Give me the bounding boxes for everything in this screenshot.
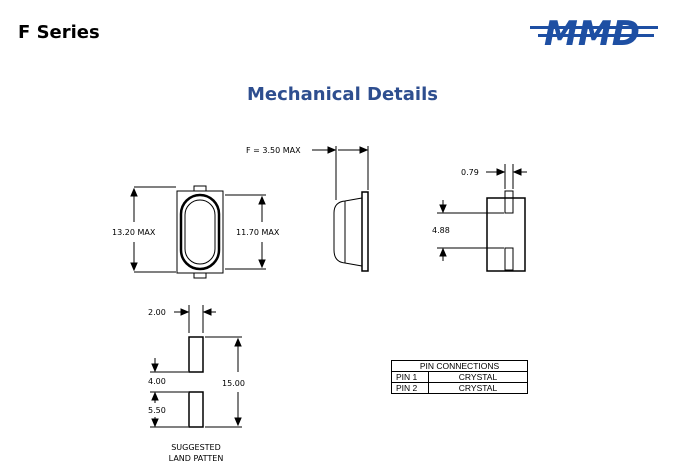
dim-pin-width: 0.79	[461, 168, 479, 177]
dim-inner-length: 11.70 MAX	[236, 228, 280, 237]
pin-number: PIN 2	[392, 383, 429, 394]
side-view	[312, 146, 368, 271]
dim-pad-width: 2.00	[148, 308, 166, 317]
pin-connections-table	[391, 360, 528, 394]
dim-pad-gap: 4.00	[148, 377, 166, 386]
dim-overall-length: 13.20 MAX	[112, 228, 156, 237]
pin-function: CRYSTAL	[429, 372, 528, 383]
pin-table-title: PIN CONNECTIONS	[392, 361, 528, 372]
table-row	[392, 383, 528, 394]
top-view-oval	[181, 195, 219, 269]
dim-pin-spacing: 4.88	[432, 226, 450, 235]
series-title: F Series	[18, 22, 100, 43]
end-view	[437, 164, 527, 271]
top-tab	[194, 186, 206, 191]
end-view-pin-bottom	[505, 248, 513, 270]
bottom-tab	[194, 273, 206, 278]
dim-pad-length: 5.50	[148, 406, 166, 415]
land-pad-top	[189, 337, 203, 372]
end-view-body	[487, 198, 525, 271]
table-row	[392, 372, 528, 383]
land-pattern-label-line2: LAND PATTEN	[168, 454, 224, 463]
logo-text: MMD	[544, 14, 640, 52]
pin-function: CRYSTAL	[429, 383, 528, 394]
pin-number: PIN 1	[392, 372, 429, 383]
dim-f-height: F = 3.50 MAX	[246, 146, 301, 155]
side-view-body	[334, 198, 362, 266]
side-view-base	[362, 192, 368, 271]
top-view-inner-oval	[185, 200, 215, 264]
dim-pad-total: 15.00	[222, 379, 245, 388]
land-pattern-label-line1: SUGGESTED	[171, 443, 221, 452]
land-pad-bottom	[189, 392, 203, 427]
end-view-pin-top	[505, 191, 513, 213]
section-title: Mechanical Details	[247, 84, 438, 105]
